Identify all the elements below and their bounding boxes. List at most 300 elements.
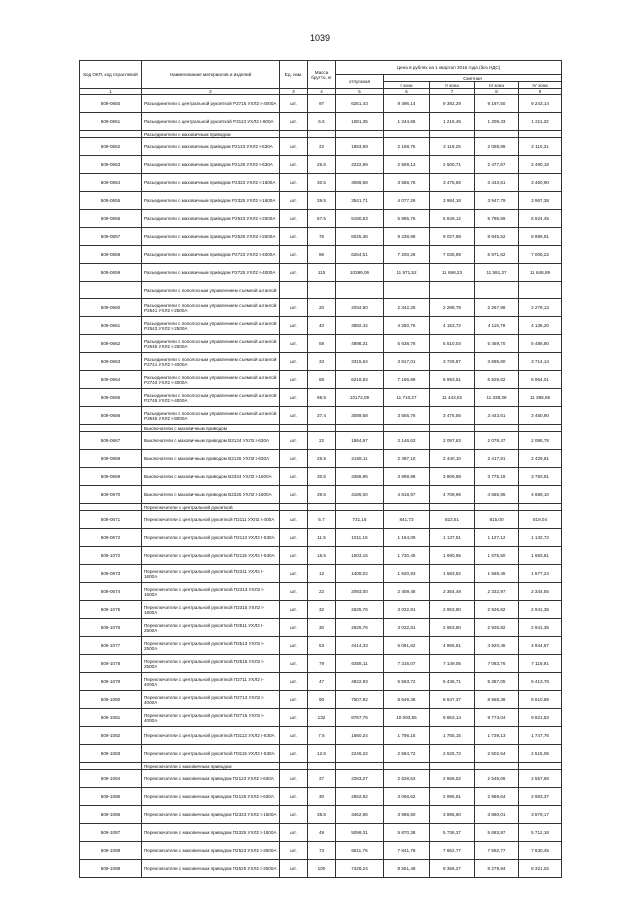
row-mass: 98.5	[308, 389, 336, 407]
row-name: Переключатели с центральной рукояткой П2113 УХЛ2 I-630А	[142, 529, 280, 547]
row-name: Переключатели с центральной рукояткой П2515 УХЛ2 I-2500А	[142, 655, 280, 673]
row-zone2-price: 2 953,80	[430, 619, 475, 637]
row-name: Разъединители с пополосным управлением съемной штангой Р2743 УХЛ2 I-4000А	[142, 371, 280, 389]
row-zone4-price: 2 515,06	[519, 745, 562, 763]
row-unit: шт.	[280, 156, 308, 174]
row-zone4-price: 2 279,13	[519, 299, 562, 317]
section-empty-cell	[308, 504, 336, 511]
row-zone4-price: 2 490,18	[519, 156, 562, 174]
row-mass: 68	[308, 371, 336, 389]
section-empty-cell	[430, 425, 475, 432]
row-release-price: 10399,06	[336, 264, 384, 282]
row-release-price: 6251,43	[336, 95, 384, 113]
row-name: Переключатели с центральной рукояткой П2315 УХЛ2 I-1600А	[142, 601, 280, 619]
row-code: 509-0660	[80, 299, 142, 317]
row-unit: шт.	[280, 619, 308, 637]
row-zone4-price: 6 964,01	[519, 371, 562, 389]
section-empty-cell	[384, 763, 430, 770]
row-unit: шт.	[280, 637, 308, 655]
section-empty-cell	[430, 504, 475, 511]
section-title: Выключатели с маховичным приводом	[142, 425, 280, 432]
table-row	[80, 138, 562, 156]
row-unit: шт.	[280, 788, 308, 806]
row-unit: шт.	[280, 565, 308, 583]
row-mass: 20	[308, 299, 336, 317]
row-mass: 38.5	[308, 806, 336, 824]
row-zone1-price: 3 556,76	[384, 174, 430, 192]
row-zone1-price: 3 898,98	[384, 468, 430, 486]
row-zone2-price: 5 736,37	[430, 824, 475, 842]
row-zone2-price: 5 436,71	[430, 673, 475, 691]
row-mass: 58	[308, 335, 336, 353]
table-row	[80, 210, 562, 228]
row-mass: 30.5	[308, 174, 336, 192]
row-name: Переключатели с маховичным приводом П2525 УХЛ2 I-2500А	[142, 860, 280, 878]
table-row	[80, 468, 562, 486]
row-zone4-price: 1 132,72	[519, 529, 562, 547]
section-empty-cell	[475, 131, 519, 138]
row-code: 509-0661	[80, 317, 142, 335]
row-unit: шт.	[280, 407, 308, 425]
section-empty-cell	[519, 763, 562, 770]
row-name: Переключатели с маховичным приводом П2125 УХЛ2 I-630А	[142, 788, 280, 806]
row-zone3-price: 11 591,37	[475, 264, 519, 282]
row-release-price: 4186,00	[336, 486, 384, 504]
row-zone4-price: 3 967,38	[519, 192, 562, 210]
section-empty-cell	[384, 425, 430, 432]
row-zone3-price: 2 078,47	[475, 432, 519, 450]
section-empty-cell	[308, 425, 336, 432]
row-name: Переключатели с центральной рукояткой П2715 УХЛ2 I-4000А	[142, 709, 280, 727]
table-row	[80, 745, 562, 763]
row-zone4-price: 2 110,31	[519, 138, 562, 156]
row-mass: 49	[308, 824, 336, 842]
row-code: 509-0673	[80, 565, 142, 583]
row-release-price: 2625,76	[336, 619, 384, 637]
header-estimate: Сметная	[384, 75, 562, 82]
row-unit: шт.	[280, 246, 308, 264]
row-unit: шт.	[280, 745, 308, 763]
row-unit: шт.	[280, 210, 308, 228]
row-zone1-price: 4 818,97	[384, 486, 430, 504]
row-unit: шт.	[280, 335, 308, 353]
row-code: 509-0663	[80, 353, 142, 371]
row-code: 509-0658	[80, 246, 142, 264]
row-zone4-price: 11 648,89	[519, 264, 562, 282]
row-name: Переключатели с маховичным приводом П2325 УХЛ2 I-1600А	[142, 824, 280, 842]
header-code: Код ОКП, код отраслевой	[80, 61, 142, 89]
row-unit: шт.	[280, 113, 308, 131]
table-row	[80, 389, 562, 407]
row-release-price: 1503,15	[336, 547, 384, 565]
row-mass: 7.6	[308, 727, 336, 745]
row-unit: шт.	[280, 547, 308, 565]
row-zone3-price: 2 417,81	[475, 450, 519, 468]
row-zone2-price: 4 708,96	[430, 486, 475, 504]
section-empty-cell	[430, 763, 475, 770]
row-name: Разъединители с пополосным управлением съемной штангой Р3545 УХЛ2 I-8000А	[142, 407, 280, 425]
row-zone4-price: 2 941,35	[519, 601, 562, 619]
row-mass: 30.5	[308, 468, 336, 486]
row-zone4-price: 2 983,37	[519, 788, 562, 806]
row-name: Переключатели с центральной рукояткой П2311 УХЛ2 I-1600А	[142, 565, 280, 583]
row-mass: 53	[308, 637, 336, 655]
row-zone3-price: 3 695,80	[475, 353, 519, 371]
row-name: Переключатели с центральной рукояткой П2111 УХЛ2 I-400А	[142, 511, 280, 529]
row-mass: 76	[308, 228, 336, 246]
row-code: 509-0665	[80, 389, 142, 407]
section-empty-cell	[280, 504, 308, 511]
table-row	[80, 619, 562, 637]
section-empty-cell	[280, 425, 308, 432]
row-release-price: 8025,36	[336, 228, 384, 246]
row-release-price: 3462,96	[336, 806, 384, 824]
header-release: отпускная	[336, 75, 384, 89]
row-release-price: 731,16	[336, 511, 384, 529]
row-zone2-price: 4 153,72	[430, 317, 475, 335]
row-zone1-price: 5 563,72	[384, 673, 430, 691]
row-zone3-price: 8 279,94	[475, 860, 519, 878]
row-mass: 132	[308, 709, 336, 727]
row-code: 509-1082	[80, 727, 142, 745]
row-unit: шт.	[280, 511, 308, 529]
row-release-price: 8767,76	[336, 709, 384, 727]
row-zone1-price: 7 316,07	[384, 655, 430, 673]
row-zone2-price: 8 647,37	[430, 691, 475, 709]
row-mass: 115	[308, 264, 336, 282]
row-code: 509-1072	[80, 547, 142, 565]
table-row	[80, 228, 562, 246]
table-row	[80, 788, 562, 806]
row-unit: шт.	[280, 486, 308, 504]
row-code: 509-0668	[80, 450, 142, 468]
row-zone2-price: 2 354,48	[430, 583, 475, 601]
row-release-price: 1081,35	[336, 113, 384, 131]
row-release-price: 2662,82	[336, 788, 384, 806]
row-zone4-price: 819,04	[519, 511, 562, 529]
row-name: Разъединители с маховичным приводом Р2325 УХЛ2 I-1600А	[142, 192, 280, 210]
row-zone2-price: 5 849,12	[430, 210, 475, 228]
row-mass: 73	[308, 842, 336, 860]
row-zone4-price: 3 714,14	[519, 353, 562, 371]
row-name: Разъединители с центральной рукояткой Р2715 УХЛ2 I-4000А	[142, 95, 280, 113]
section-empty-cell	[308, 131, 336, 138]
row-code: 509-0667	[80, 432, 142, 450]
table-row	[80, 691, 562, 709]
row-zone3-price: 5 387,05	[475, 673, 519, 691]
row-code: 509-1088	[80, 842, 142, 860]
row-code: 509-0662	[80, 335, 142, 353]
row-name: Переключатели с центральной рукояткой П3115 УХЛ2 I-630А	[142, 745, 280, 763]
row-name: Переключатели с маховичным приводом П2123 УХЛ2 I-630А	[142, 770, 280, 788]
table-row	[80, 583, 562, 601]
row-unit: шт.	[280, 299, 308, 317]
row-zone1-price: 2 342,25	[384, 299, 430, 317]
row-release-price: 1864,67	[336, 432, 384, 450]
row-code: 509-1077	[80, 637, 142, 655]
row-zone3-price: 2 545,06	[475, 770, 519, 788]
section-empty-cell	[384, 131, 430, 138]
table-row	[80, 842, 562, 860]
row-name: Разъединители с пополосным управлением съемной штангой Р2543 УХЛ2 I-2500А	[142, 317, 280, 335]
row-zone2-price: 3 475,56	[430, 407, 475, 425]
section-empty-cell	[475, 504, 519, 511]
row-code: 509-0650	[80, 95, 142, 113]
row-release-price: 3089,58	[336, 407, 384, 425]
table-row	[80, 806, 562, 824]
row-zone2-price: 2 525,72	[430, 745, 475, 763]
row-zone2-price: 8 356,27	[430, 860, 475, 878]
table-row	[80, 246, 562, 264]
row-mass: 11.5	[308, 529, 336, 547]
row-zone3-price: 815,00	[475, 511, 519, 529]
row-zone2-price: 822,51	[430, 511, 475, 529]
row-name: Разъединители с маховичным приводом Р2125 УХЛ2 I-630А	[142, 156, 280, 174]
table-row	[80, 529, 562, 547]
section-title: Разъединители с пополосным управлением съемной штангой	[142, 282, 280, 299]
table-row	[80, 450, 562, 468]
table-row	[80, 547, 562, 565]
row-zone3-price: 7 592,77	[475, 842, 519, 860]
section-code-empty	[80, 425, 142, 432]
row-code: 509-0655	[80, 192, 142, 210]
row-zone2-price: 1 690,95	[430, 547, 475, 565]
row-zone2-price: 4 965,81	[430, 637, 475, 655]
table-row	[80, 486, 562, 504]
row-release-price: 7428,24	[336, 860, 384, 878]
table-row	[80, 192, 562, 210]
row-unit: шт.	[280, 353, 308, 371]
column-number: 8	[475, 89, 519, 95]
row-code: 509-0664	[80, 371, 142, 389]
row-unit: шт.	[280, 95, 308, 113]
row-code: 509-1080	[80, 691, 142, 709]
row-name: Разъединители с пополосным управлением съемной штангой Р2745 УХЛ2 I-4000А	[142, 389, 280, 407]
row-mass: 100	[308, 860, 336, 878]
row-zone3-price: 2 332,97	[475, 583, 519, 601]
table-row	[80, 637, 562, 655]
table-row	[80, 601, 562, 619]
row-release-price: 1408,02	[336, 565, 384, 583]
row-release-price: 4822,93	[336, 673, 384, 691]
row-zone2-price: 1 583,92	[430, 565, 475, 583]
row-zone4-price: 2 344,55	[519, 583, 562, 601]
row-unit: шт.	[280, 583, 308, 601]
section-row	[80, 763, 562, 770]
row-zone3-price: 9 773,04	[475, 709, 519, 727]
row-zone3-price: 2 502,64	[475, 745, 519, 763]
row-zone1-price: 7 841,78	[384, 842, 430, 860]
table-row	[80, 174, 562, 192]
row-zone3-price: 2 098,89	[475, 138, 519, 156]
row-zone1-price: 2 584,72	[384, 745, 430, 763]
table-row	[80, 673, 562, 691]
row-zone4-price: 4 689,10	[519, 486, 562, 504]
header-mass: Масса брутто, кг	[308, 61, 336, 89]
row-zone3-price: 9 197,50	[475, 95, 519, 113]
table-row	[80, 371, 562, 389]
section-row	[80, 282, 562, 299]
row-name: Разъединители с маховичным приводом Р2723 УХЛ2 I-4000А	[142, 246, 280, 264]
row-code: 509-0651	[80, 113, 142, 131]
header-name: Наименование материалов и изделий	[142, 61, 280, 89]
row-release-price: 1560,24	[336, 727, 384, 745]
row-unit: шт.	[280, 727, 308, 745]
row-name: Переключатели с центральной рукояткой П3113 УХЛ2 I-630А	[142, 727, 280, 745]
row-zone4-price: 5 413,78	[519, 673, 562, 691]
row-zone3-price: 2 477,67	[475, 156, 519, 174]
table-row	[80, 511, 562, 529]
section-empty-cell	[519, 282, 562, 299]
row-zone3-price: 2 926,82	[475, 601, 519, 619]
row-zone2-price: 2 097,63	[430, 432, 475, 450]
row-zone3-price: 8 568,38	[475, 691, 519, 709]
row-zone3-price: 8 945,52	[475, 228, 519, 246]
table-row	[80, 770, 562, 788]
row-zone1-price: 2 497,10	[384, 450, 430, 468]
row-zone2-price: 11 698,23	[430, 264, 475, 282]
row-mass: 40	[308, 317, 336, 335]
row-zone4-price: 3 460,90	[519, 407, 562, 425]
row-name: Разъединители с пополосным управлением съемной штангой Р2545 УХЛ2 I-2500А	[142, 335, 280, 353]
row-zone1-price: 10 093,55	[384, 709, 430, 727]
column-number: 1	[80, 89, 142, 95]
row-zone3-price: 1 209,33	[475, 113, 519, 131]
row-zone1-price: 9 238,89	[384, 228, 430, 246]
row-release-price: 2222,99	[336, 156, 384, 174]
header-zone-3: III зона	[475, 82, 519, 89]
row-name: Разъединители с маховичным приводом Р2523 УХЛ2 I-2500А	[142, 210, 280, 228]
row-zone1-price: 11 710,27	[384, 389, 430, 407]
row-zone4-price: 3 793,91	[519, 468, 562, 486]
row-mass: 26.5	[308, 450, 336, 468]
row-release-price: 6216,83	[336, 371, 384, 389]
row-mass: 39.5	[308, 486, 336, 504]
table-row	[80, 407, 562, 425]
section-empty-cell	[336, 131, 384, 138]
column-number: 5	[336, 89, 384, 95]
row-code: 509-1086	[80, 806, 142, 824]
row-mass: 22	[308, 583, 336, 601]
column-number: 6	[384, 89, 430, 95]
row-mass: 30	[308, 619, 336, 637]
table-row	[80, 95, 562, 113]
row-mass: 12	[308, 565, 336, 583]
row-name: Переключатели с маховичным приводом П2523 УХЛ2 I-2500А	[142, 842, 280, 860]
row-name: Выключатели с маховичным приводом В2324 УХЛ2 I-1600А	[142, 468, 280, 486]
row-release-price: 3541,71	[336, 192, 384, 210]
row-zone2-price: 2 995,61	[430, 788, 475, 806]
row-name: Переключатели с центральной рукояткой П2511 УХЛ2 I-2500А	[142, 619, 280, 637]
table-row	[80, 860, 562, 878]
row-zone4-price: 2 429,81	[519, 450, 562, 468]
row-zone4-price: 2 941,35	[519, 619, 562, 637]
section-empty-cell	[308, 282, 336, 299]
row-zone4-price: 1 747,76	[519, 727, 562, 745]
row-release-price: 1883,59	[336, 138, 384, 156]
row-zone1-price: 2 146,63	[384, 432, 430, 450]
row-name: Разъединители с маховичным приводом Р2725 УХЛ2 I-4000А	[142, 264, 280, 282]
section-empty-cell	[475, 763, 519, 770]
row-zone3-price: 3 860,01	[475, 806, 519, 824]
row-unit: шт.	[280, 228, 308, 246]
row-code: 509-1087	[80, 824, 142, 842]
row-release-price: 2246,22	[336, 745, 384, 763]
column-number: 3	[280, 89, 308, 95]
row-unit: шт.	[280, 824, 308, 842]
row-zone2-price: 9 027,98	[430, 228, 475, 246]
row-zone1-price: 5 081,82	[384, 637, 430, 655]
row-zone4-price: 7 630,45	[519, 842, 562, 860]
row-zone4-price: 7 118,91	[519, 655, 562, 673]
row-zone3-price: 11 338,38	[475, 389, 519, 407]
row-code: 509-1084	[80, 770, 142, 788]
table-row	[80, 655, 562, 673]
header-price-title: Цена в рублях на 1 квартал 2016 года (без НДС)	[336, 61, 562, 75]
section-empty-cell	[519, 131, 562, 138]
row-zone4-price: 2 088,78	[519, 432, 562, 450]
section-empty-cell	[280, 131, 308, 138]
row-zone4-price: 1 577,24	[519, 565, 562, 583]
row-zone3-price: 1 127,12	[475, 529, 519, 547]
row-release-price: 4898,31	[336, 335, 384, 353]
row-zone4-price: 3 879,17	[519, 806, 562, 824]
row-code: 509-0674	[80, 583, 142, 601]
table-row	[80, 113, 562, 131]
row-release-price: 6254,51	[336, 246, 384, 264]
row-zone1-price: 9 496,14	[384, 95, 430, 113]
row-release-price: 10172,09	[336, 389, 384, 407]
row-zone1-price: 3 022,81	[384, 601, 430, 619]
row-zone1-price: 7 200,26	[384, 246, 430, 264]
section-empty-cell	[475, 425, 519, 432]
row-code: 509-1075	[80, 601, 142, 619]
row-code: 509-1085	[80, 788, 142, 806]
row-zone2-price: 3 809,98	[430, 468, 475, 486]
row-zone1-price: 4 077,26	[384, 192, 430, 210]
row-code: 509-1078	[80, 655, 142, 673]
section-code-empty	[80, 763, 142, 770]
row-unit: шт.	[280, 655, 308, 673]
table-body	[80, 95, 562, 878]
row-zone1-price: 5 638,76	[384, 335, 430, 353]
row-zone3-price: 1 569,45	[475, 565, 519, 583]
row-zone2-price: 1 137,51	[430, 529, 475, 547]
row-release-price: 2093,00	[336, 583, 384, 601]
section-row	[80, 425, 562, 432]
row-zone2-price: 9 392,29	[430, 95, 475, 113]
section-empty-cell	[336, 504, 384, 511]
row-zone2-price: 6 993,51	[430, 371, 475, 389]
row-zone3-price: 2 969,64	[475, 788, 519, 806]
section-code-empty	[80, 131, 142, 138]
row-zone1-price: 3 066,62	[384, 788, 430, 806]
row-zone1-price: 2 168,75	[384, 138, 430, 156]
row-zone4-price: 9 821,53	[519, 709, 562, 727]
row-release-price: 4414,33	[336, 637, 384, 655]
row-mass: 47	[308, 673, 336, 691]
row-unit: шт.	[280, 860, 308, 878]
row-code: 509-1081	[80, 709, 142, 727]
row-code: 509-1089	[80, 860, 142, 878]
section-empty-cell	[384, 504, 430, 511]
row-zone3-price: 6 929,62	[475, 371, 519, 389]
row-name: Переключатели с центральной рукояткой П2713 УХЛ2 I-4000А	[142, 691, 280, 709]
table-row	[80, 709, 562, 727]
row-zone3-price: 7 083,76	[475, 655, 519, 673]
row-zone2-price: 3 475,56	[430, 174, 475, 192]
row-zone4-price: 5 712,18	[519, 824, 562, 842]
